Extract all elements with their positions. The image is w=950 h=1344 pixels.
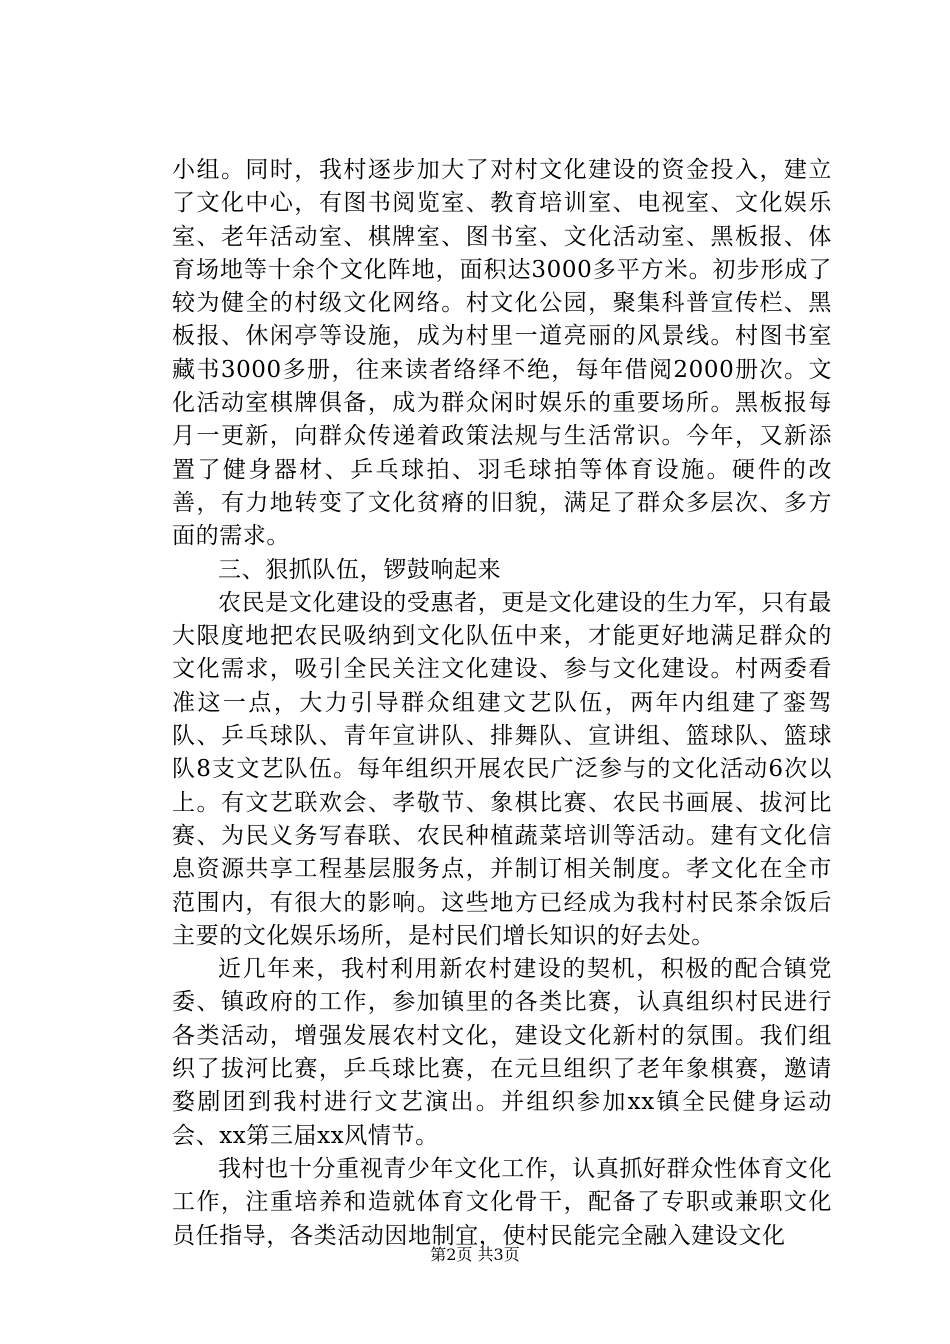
- paragraph-continued: 小组。同时，我村逐步加大了对村文化建设的资金投入，建立了文化中心，有图书阅览室、教育培训室、电视室、文化娱乐室、老年活动室、棋牌室、图书室、文化活动室、黑板报、体育场地等十余个文化阵地，面积达3000多平方米。初步形成了较为健全的村级文化网络。村文化公园，聚集科普宣传栏、黑板报、休闲亭等设施，成为村里一道亮丽的风景线。村图书室藏书3000多册，往来读者络绎不绝，每年借阅2000册次。文化活动室棋牌俱备，成为群众闲时娱乐的重要场所。黑板报每月一更新，向群众传递着政策法规与生活常识。今年，又新添置了健身器材、乒乓球拍、羽毛球拍等体育设施。硬件的改善，有力地转变了文化贫瘠的旧貌，满足了群众多层次、多方面的需求。: [172, 157, 832, 550]
- paragraph: 近几年来，我村利用新农村建设的契机，积极的配合镇党委、镇政府的工作，参加镇里的各类比赛，认真组织村民进行各类活动，增强发展农村文化，建设文化新村的氛围。我们组织了拔河比赛，乒乓球比赛，在元旦组织了老年象棋赛，邀请婺剧团到我村进行文艺演出。并组织参加xx镇全民健身运动会、xx第三届xx风情节。: [172, 956, 832, 1149]
- page-number-footer: 第2页 共3页: [430, 1245, 520, 1264]
- section-heading: 三、狠抓队伍，锣鼓响起来: [218, 556, 502, 583]
- paragraph: 农民是文化建设的受惠者，更是文化建设的生力军，只有最大限度地把农民吸纳到文化队伍中来，才能更好地满足群众的文化需求，吸引全民关注文化建设、参与文化建设。村两委看准这一点，大力引导群众组建文艺队伍，两年内组建了銮驾队、乒乓球队、青年宣讲队、排舞队、宣讲组、篮球队、篮球队8支文艺队伍。每年组织开展农民广泛参与的文化活动6次以上。有文艺联欢会、孝敬节、象棋比赛、农民书画展、拔河比赛、为民义务写春联、农民种植蔬菜培训等活动。建有文化信息资源共享工程基层服务点，并制订相关制度。孝文化在全市范围内，有很大的影响。这些地方已经成为我村村民茶余饭后主要的文化娱乐场所，是村民们增长知识的好去处。: [172, 589, 832, 949]
- paragraph: 我村也十分重视青少年文化工作，认真抓好群众性体育文化工作，注重培养和造就体育文化骨干，配备了专职或兼职文化员任指导，各类活动因地制宜，使村民能完全融入建设文化: [172, 1155, 832, 1249]
- document-body: [172, 154, 832, 1253]
